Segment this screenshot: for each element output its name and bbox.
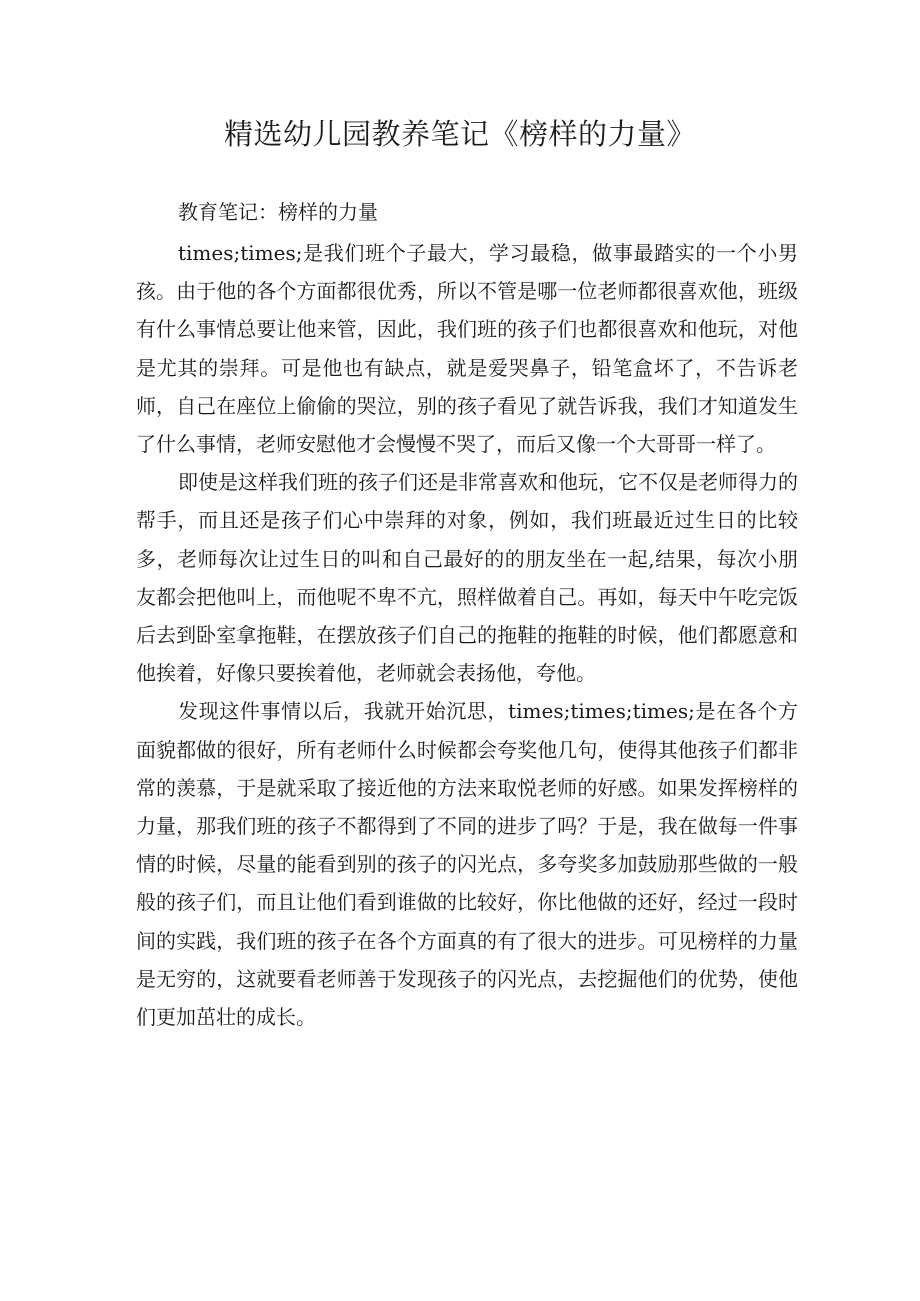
document-body <box>136 234 798 1036</box>
document-title: 精选幼儿园教养笔记《榜样的力量》 <box>223 117 696 151</box>
document-subtitle: 教育笔记：榜样的力量 <box>178 200 378 224</box>
body-paragraph-3: 发现这件事情以后，我就开始沉思，times;times;times;是在各个方面貌都做的很好，所有老师什么时候都会夸奖他几句，使得其他孩子们都非常的羡慕，于是就采取了接近他的方法来取悦老师的好感。如果发挥榜样的力量，那我们班的孩子不都得到了不同的进步了吗？于是，我在做每一件事情的时候，尽量的能看到别的孩子的闪光点，多夸奖多加鼓励那些做的一般般的孩子们，而且让他们看到谁做的比较好，你比他做的还好，经过一段时间的实践，我们班的孩子在各个方面真的有了很大的进步。可见榜样的力量是无穷的，这就要看老师善于发现孩子的闪光点，去挖掘他们的优势，使他们更加茁壮的成长。 <box>136 699 798 1030</box>
body-paragraph-2: 即使是这样我们班的孩子们还是非常喜欢和他玩，它不仅是老师得力的帮手，而且还是孩子们心中崇拜的对象，例如，我们班最近过生日的比较多，老师每次让过生日的叫和自己最好的的朋友坐在一起,结果，每次小朋友都会把他叫上，而他呢不卑不亢，照样做着自己。再如，每天中午吃完饭后去到卧室拿拖鞋，在摆放孩子们自己的拖鞋的拖鞋的时候，他们都愿意和他挨着，好像只要挨着他，老师就会表扬他，夸他。 <box>136 470 798 686</box>
body-paragraph-1: times;times;是我们班个子最大，学习最稳，做事最踏实的一个小男孩。由于他的各个方面都很优秀，所以不管是哪一位老师都很喜欢他，班级有什么事情总要让他来管，因此，我们班的孩子们也都很喜欢和他玩，对他是尤其的崇拜。可是他也有缺点，就是爱哭鼻子，铅笔盒坏了，不告诉老师，自己在座位上偷偷的哭泣，别的孩子看见了就告诉我，我们才知道发生了什么事情，老师安慰他才会慢慢不哭了，而后又像一个大哥哥一样了。 <box>136 241 798 457</box>
